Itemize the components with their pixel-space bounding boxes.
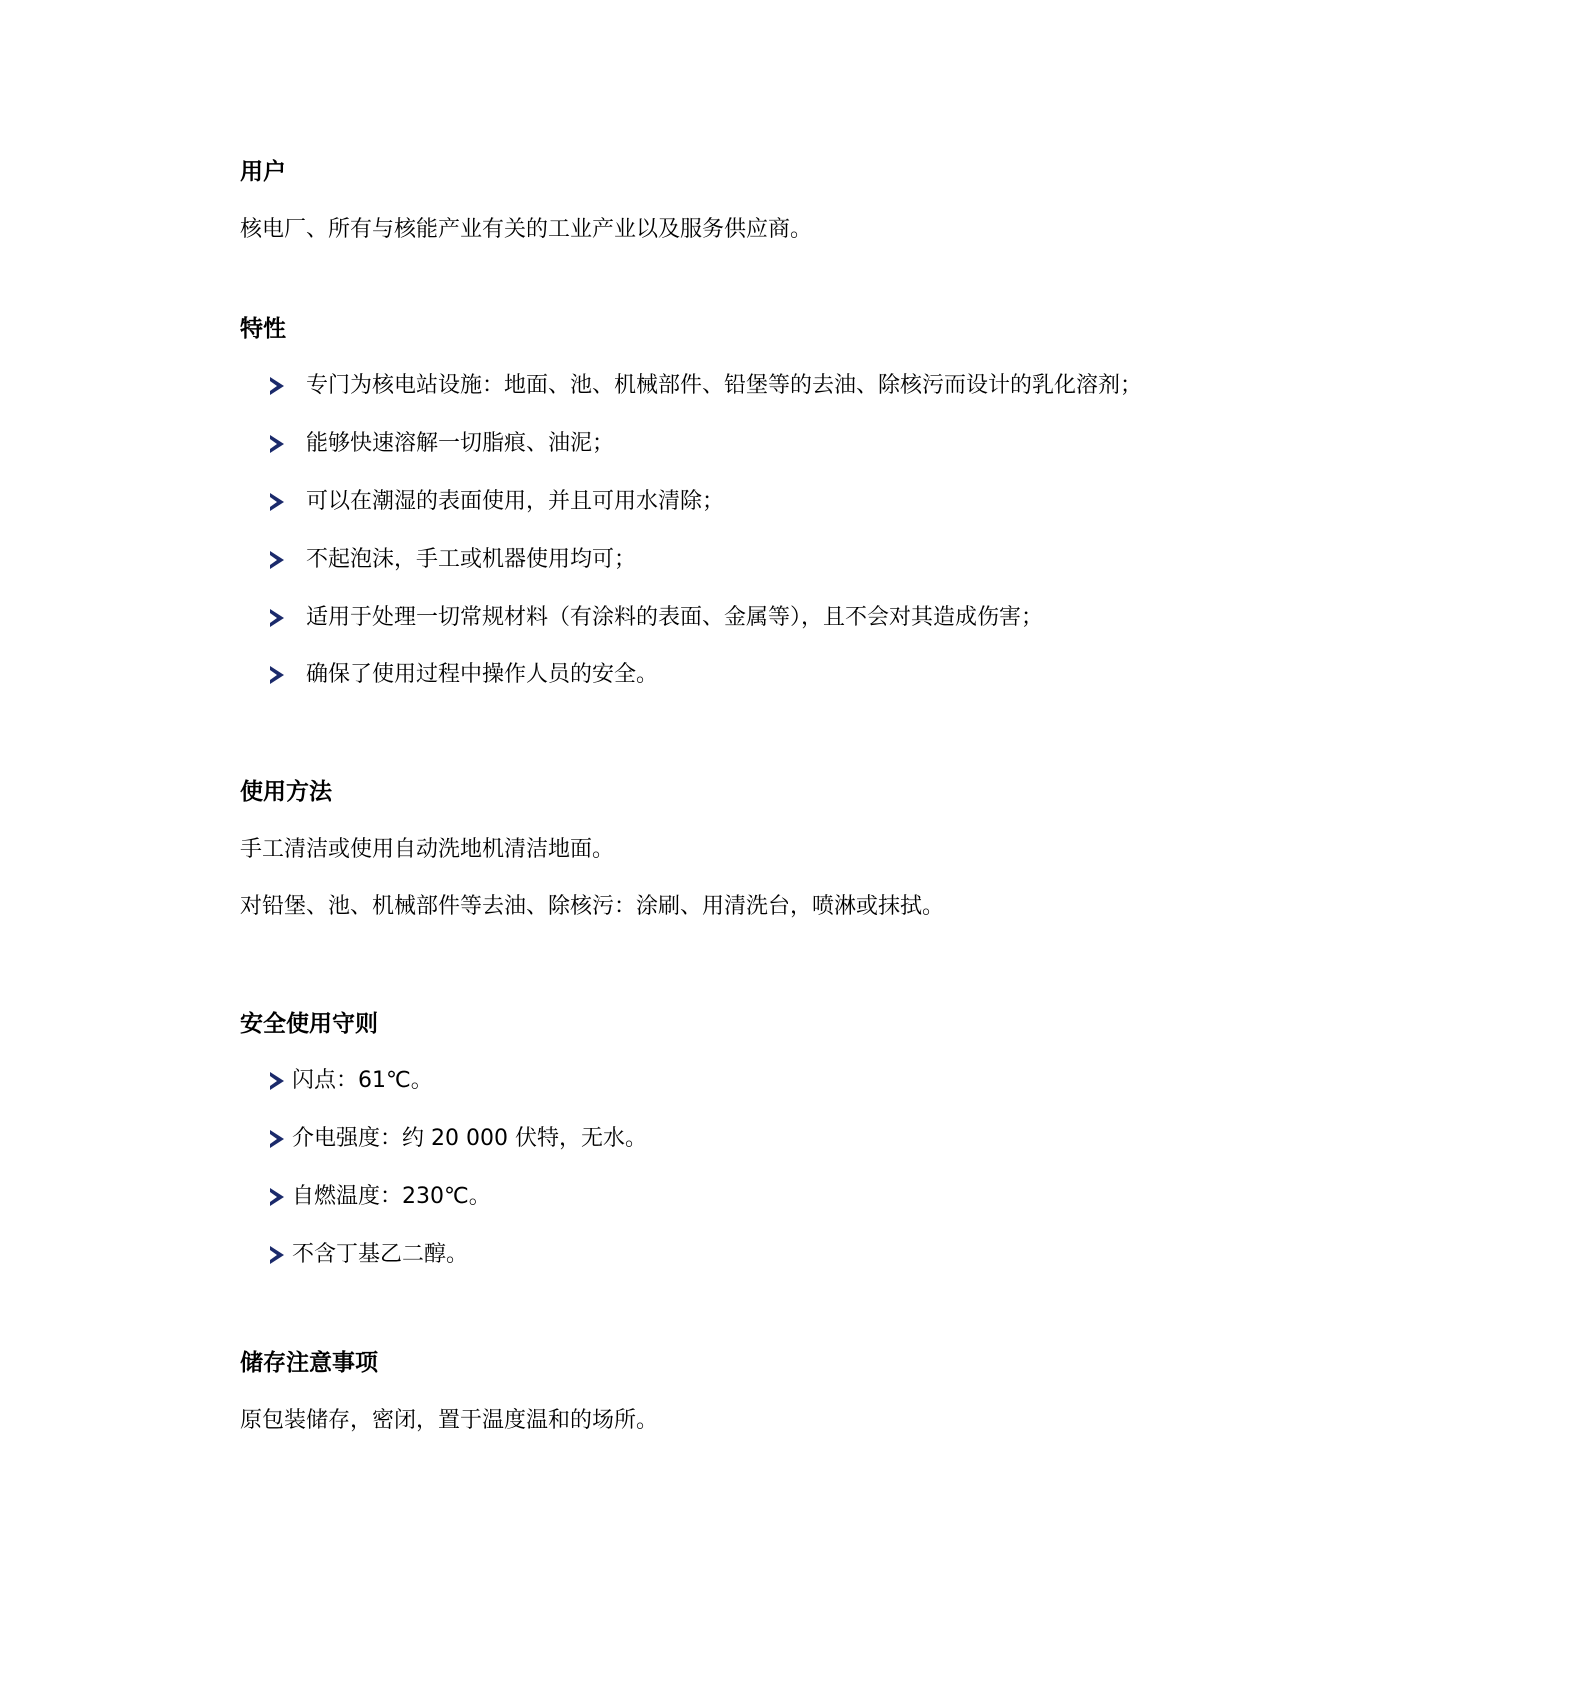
feature-item	[270, 430, 614, 458]
arrow-bullet-icon	[270, 377, 284, 395]
safety-item-text: 闪点：61℃。	[292, 1068, 433, 1093]
feature-item	[270, 372, 1142, 400]
feature-item	[270, 661, 658, 689]
usage-line: 手工清洁或使用自动洗地机清洁地面。	[240, 837, 615, 862]
arrow-bullet-icon	[270, 493, 284, 511]
feature-item-text: 可以在潮湿的表面使用，并且可用水清除；	[306, 489, 725, 514]
arrow-bullet-icon	[270, 435, 284, 453]
arrow-bullet-icon	[270, 666, 284, 684]
safety-item-text: 自燃温度：230℃。	[292, 1184, 491, 1209]
feature-item	[270, 546, 636, 574]
safety-item	[270, 1183, 491, 1211]
section-heading-usage: 使用方法	[240, 779, 332, 805]
safety-item	[270, 1125, 647, 1153]
arrow-bullet-icon	[270, 1246, 284, 1264]
users-text: 核电厂、所有与核能产业有关的工业产业以及服务供应商。	[240, 217, 813, 242]
safety-item-text: 介电强度：约 20 000 伏特，无水。	[292, 1126, 647, 1151]
arrow-bullet-icon	[270, 1130, 284, 1148]
section-heading-storage: 储存注意事项	[240, 1350, 378, 1376]
safety-item-text: 不含丁基乙二醇。	[292, 1242, 469, 1267]
storage-text: 原包装储存，密闭，置于温度温和的场所。	[240, 1408, 659, 1433]
usage-line: 对铅堡、池、机械部件等去油、除核污：涂刷、用清洗台，喷淋或抹拭。	[240, 894, 945, 919]
arrow-bullet-icon	[270, 1072, 284, 1090]
feature-item	[270, 604, 1043, 632]
feature-item-text: 适用于处理一切常规材料（有涂料的表面、金属等），且不会对其造成伤害；	[306, 605, 1044, 630]
section-heading-users: 用户	[240, 159, 286, 185]
section-heading-safety: 安全使用守则	[240, 1011, 378, 1037]
arrow-bullet-icon	[270, 609, 284, 627]
safety-item	[270, 1241, 468, 1269]
safety-item	[270, 1067, 433, 1095]
arrow-bullet-icon	[270, 551, 284, 569]
feature-item-text: 能够快速溶解一切脂痕、油泥；	[306, 431, 615, 456]
feature-item-text: 确保了使用过程中操作人员的安全。	[306, 662, 659, 687]
feature-item-text: 不起泡沫，手工或机器使用均可；	[306, 547, 637, 572]
feature-item	[270, 488, 724, 516]
section-heading-features: 特性	[240, 316, 286, 342]
feature-item-text: 专门为核电站设施：地面、池、机械部件、铅堡等的去油、除核污而设计的乳化溶剂；	[306, 373, 1143, 398]
arrow-bullet-icon	[270, 1188, 284, 1206]
